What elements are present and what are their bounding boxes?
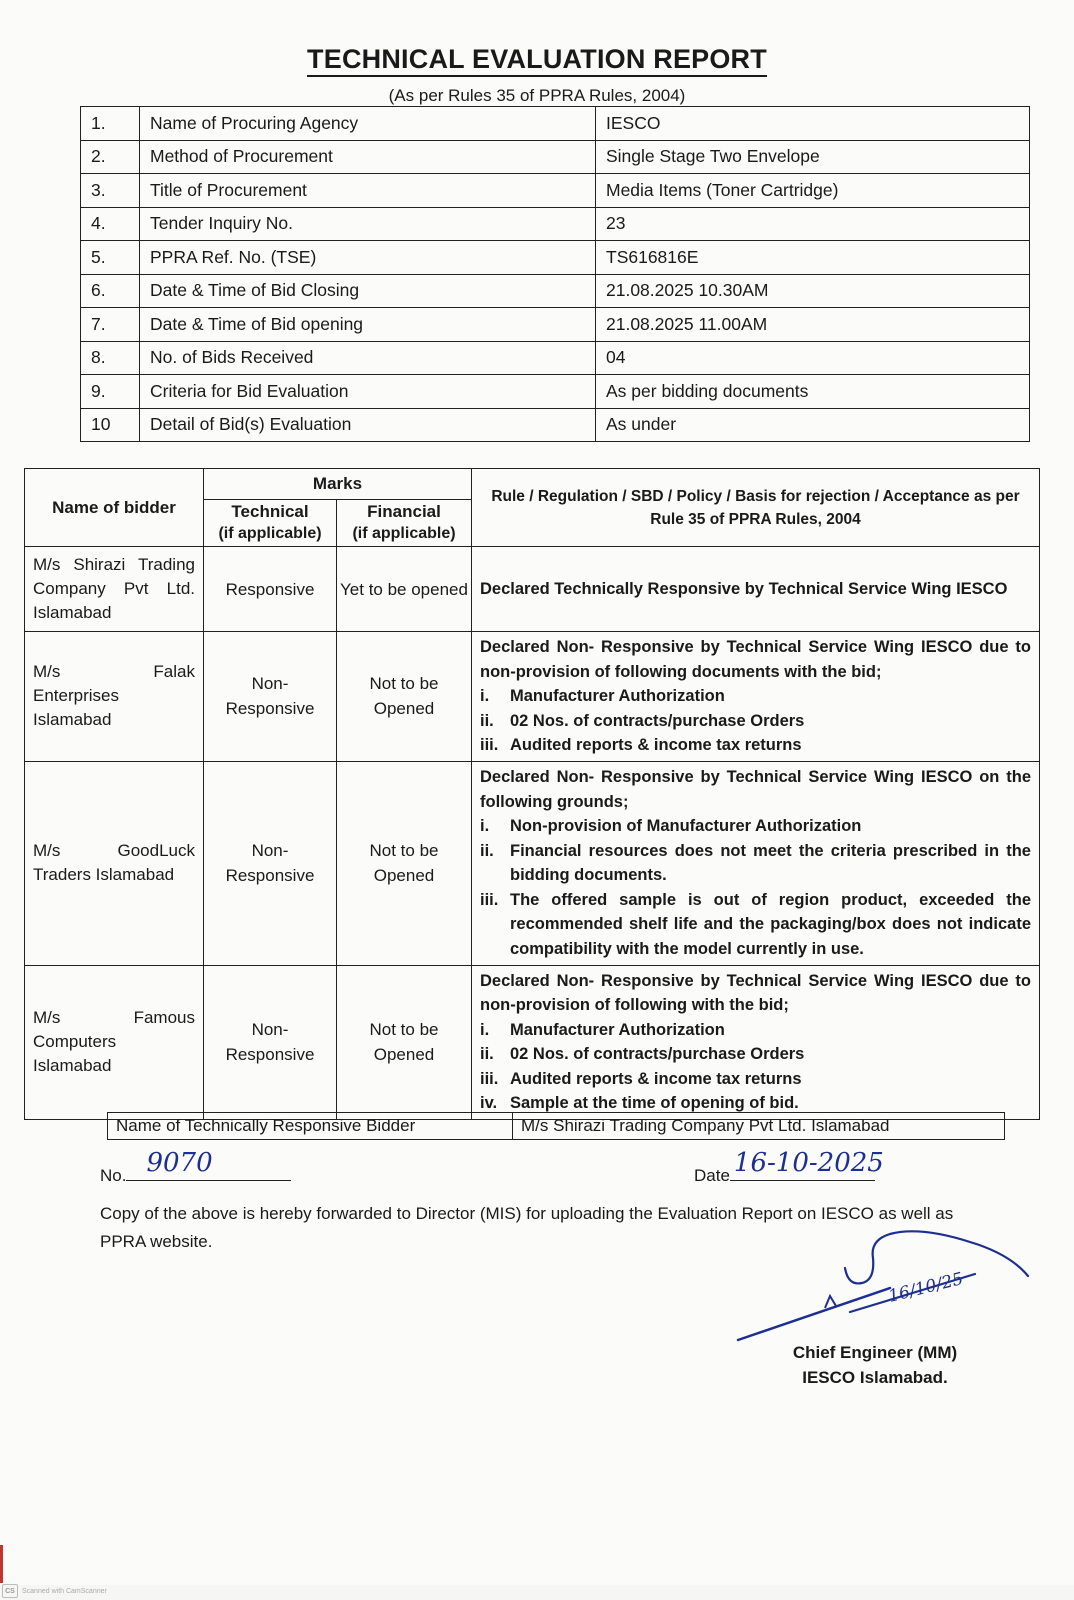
info-row-number: 4. — [81, 207, 140, 241]
signatory-block — [760, 1340, 990, 1390]
rule-list — [480, 814, 1031, 961]
info-row-number: 9. — [81, 375, 140, 409]
rule-list-item: iii. Audited reports & income tax returns — [480, 1069, 802, 1088]
rule-list-item: iii. Audited reports & income tax returns — [480, 736, 802, 754]
rule-list-item: iii. The offered sample is out of region product, exceeded the recommended shelf life and the packaging/box does not indicate compatibility with the model currently in use. — [480, 890, 1031, 958]
technical-status: Non- Responsive — [204, 965, 337, 1119]
info-row-label: Date & Time of Bid Closing — [140, 274, 596, 308]
technical-status: Responsive — [204, 547, 337, 632]
info-row — [81, 107, 1030, 141]
header-technical: Technical (if applicable) — [204, 500, 337, 547]
forwarding-note: Copy of the above is hereby forwarded to Director (MIS) for uploading the Evaluation Report on IESCO as well as PPRA website. — [100, 1204, 954, 1251]
info-row-number: 2. — [81, 140, 140, 174]
info-row-label: Criteria for Bid Evaluation — [140, 375, 596, 409]
header-financial: Financial (if applicable) — [337, 500, 472, 547]
info-row-number: 10 — [81, 408, 140, 442]
info-row-label: PPRA Ref. No. (TSE) — [140, 241, 596, 275]
info-row-value: 23 — [596, 207, 1030, 241]
handwritten-date: 16-10-2025 — [733, 1148, 884, 1178]
header-rule: Rule / Regulation / SBD / Policy / Basis for rejection / Acceptance as per Rule 35 of PPRA Rules, 2004 — [472, 469, 1040, 547]
info-row-value: Single Stage Two Envelope — [596, 140, 1030, 174]
reference-date: Date 16-10-2025 — [694, 1148, 884, 1185]
info-row-label: Title of Procurement — [140, 174, 596, 208]
signature-icon — [730, 1228, 1040, 1348]
info-row-label: Tender Inquiry No. — [140, 207, 596, 241]
info-row — [81, 174, 1030, 208]
info-row-value: 21.08.2025 11.00AM — [596, 308, 1030, 342]
info-row-number: 1. — [81, 107, 140, 141]
rule-list-item: ii. Financial resources does not meet the criteria prescribed in the bidding documents. — [480, 841, 1031, 884]
bidder-name: M/s GoodLuck Traders Islamabad — [25, 761, 204, 965]
technical-status: Non- Responsive — [204, 761, 337, 965]
financial-status: Yet to be opened — [337, 547, 472, 632]
evaluation-basis: Declared Non- Responsive by Technical Service Wing IESCO due to non-provision of following with the bid; i. Manufacturer Authorization ii. 02 Nos. of contracts/purchase Orders iii. Audited reports & income tax returns iv. Sample at the time of opening of bid. — [472, 965, 1040, 1119]
responsive-bidder-value: M/s Shirazi Trading Company Pvt Ltd. Islamabad — [513, 1113, 1005, 1140]
responsive-bidder-box — [107, 1112, 1005, 1140]
rule-list-item: i. Non-provision of Manufacturer Authorization — [480, 817, 862, 835]
camscanner-icon: CS — [2, 1584, 18, 1598]
rule-list — [480, 1018, 1031, 1116]
info-row-value: 21.08.2025 10.30AM — [596, 274, 1030, 308]
rule-list-item: i. Manufacturer Authorization — [480, 1020, 725, 1039]
info-row-number: 7. — [81, 308, 140, 342]
rule-list-item: iv. Sample at the time of opening of bid. — [480, 1094, 799, 1112]
info-row-label: Detail of Bid(s) Evaluation — [140, 408, 596, 442]
page-subtitle: (As per Rules 35 of PPRA Rules, 2004) — [388, 86, 686, 105]
evaluation-basis: Declared Technically Responsive by Technical Service Wing IESCO — [472, 547, 1040, 632]
bidder-row — [25, 761, 1040, 965]
info-row-label: Method of Procurement — [140, 140, 596, 174]
header-marks: Marks — [204, 469, 472, 500]
signatory-office: IESCO Islamabad. — [802, 1368, 948, 1387]
info-row-value: TS616816E — [596, 241, 1030, 275]
bidder-row — [25, 965, 1040, 1119]
rule-list-item: ii. 02 Nos. of contracts/purchase Orders — [480, 1045, 805, 1063]
info-row-number: 8. — [81, 341, 140, 375]
reference-number: No. 9070 — [100, 1160, 291, 1186]
financial-status: Not to be Opened — [337, 632, 472, 762]
info-row-number: 3. — [81, 174, 140, 208]
info-row — [81, 274, 1030, 308]
page-title: TECHNICAL EVALUATION REPORT — [0, 44, 1074, 75]
info-row — [81, 375, 1030, 409]
info-row — [81, 408, 1030, 442]
bidder-name: M/s Falak Enterprises Islamabad — [25, 632, 204, 762]
signatory-designation: Chief Engineer (MM) — [792, 1343, 958, 1362]
info-row-value: IESCO — [596, 107, 1030, 141]
rule-list-item: i. Manufacturer Authorization — [480, 687, 725, 705]
scanner-watermark: CS Scanned with CamScanner — [2, 1584, 107, 1598]
info-row-value: As per bidding documents — [596, 375, 1030, 409]
financial-status: Not to be Opened — [337, 761, 472, 965]
info-row-number: 5. — [81, 241, 140, 275]
info-row-label: No. of Bids Received — [140, 341, 596, 375]
info-row-label: Name of Procuring Agency — [140, 107, 596, 141]
info-row — [81, 341, 1030, 375]
scan-edge-mark — [0, 1545, 3, 1583]
evaluation-basis: Declared Non- Responsive by Technical Service Wing IESCO due to non-provision of following documents with the bid; i. Manufacturer Authorization ii. 02 Nos. of contracts/purchase Orders iii. Audited reports & income tax returns — [472, 632, 1040, 762]
info-row-number: 6. — [81, 274, 140, 308]
rule-list — [480, 684, 1031, 758]
handwritten-number: 9070 — [146, 1148, 213, 1178]
header-name-of-bidder: Name of bidder — [25, 469, 204, 547]
bidder-row — [25, 632, 1040, 762]
info-row — [81, 140, 1030, 174]
bidder-name: M/s Shirazi Trading Company Pvt Ltd. Islamabad — [25, 547, 204, 632]
technical-status: Non- Responsive — [204, 632, 337, 762]
info-row-value: 04 — [596, 341, 1030, 375]
info-row-value: Media Items (Toner Cartridge) — [596, 174, 1030, 208]
bidder-name: M/s Famous Computers Islamabad — [25, 965, 204, 1119]
info-row-value: As under — [596, 408, 1030, 442]
info-row — [81, 308, 1030, 342]
rule-list-item: ii. 02 Nos. of contracts/purchase Orders — [480, 711, 805, 730]
evaluation-basis: Declared Non- Responsive by Technical Service Wing IESCO on the following grounds; i. Non-provision of Manufacturer Authorization ii. Financial resources does not meet the criteria prescribed in the bidding documents. iii. The offered sample is out of region product, exceeded the recommended shelf life and the packaging/box does not indicate compatibility with the model currently in use. — [472, 761, 1040, 965]
procurement-info-table — [80, 106, 1030, 442]
info-row — [81, 207, 1030, 241]
bidder-row — [25, 547, 1040, 632]
info-row — [81, 241, 1030, 275]
responsive-bidder-label: Name of Technically Responsive Bidder — [108, 1113, 513, 1140]
financial-status: Not to be Opened — [337, 965, 472, 1119]
bid-evaluation-table — [24, 468, 1040, 1120]
svg-text:16/10/25: 16/10/25 — [886, 1268, 966, 1307]
info-row-label: Date & Time of Bid opening — [140, 308, 596, 342]
